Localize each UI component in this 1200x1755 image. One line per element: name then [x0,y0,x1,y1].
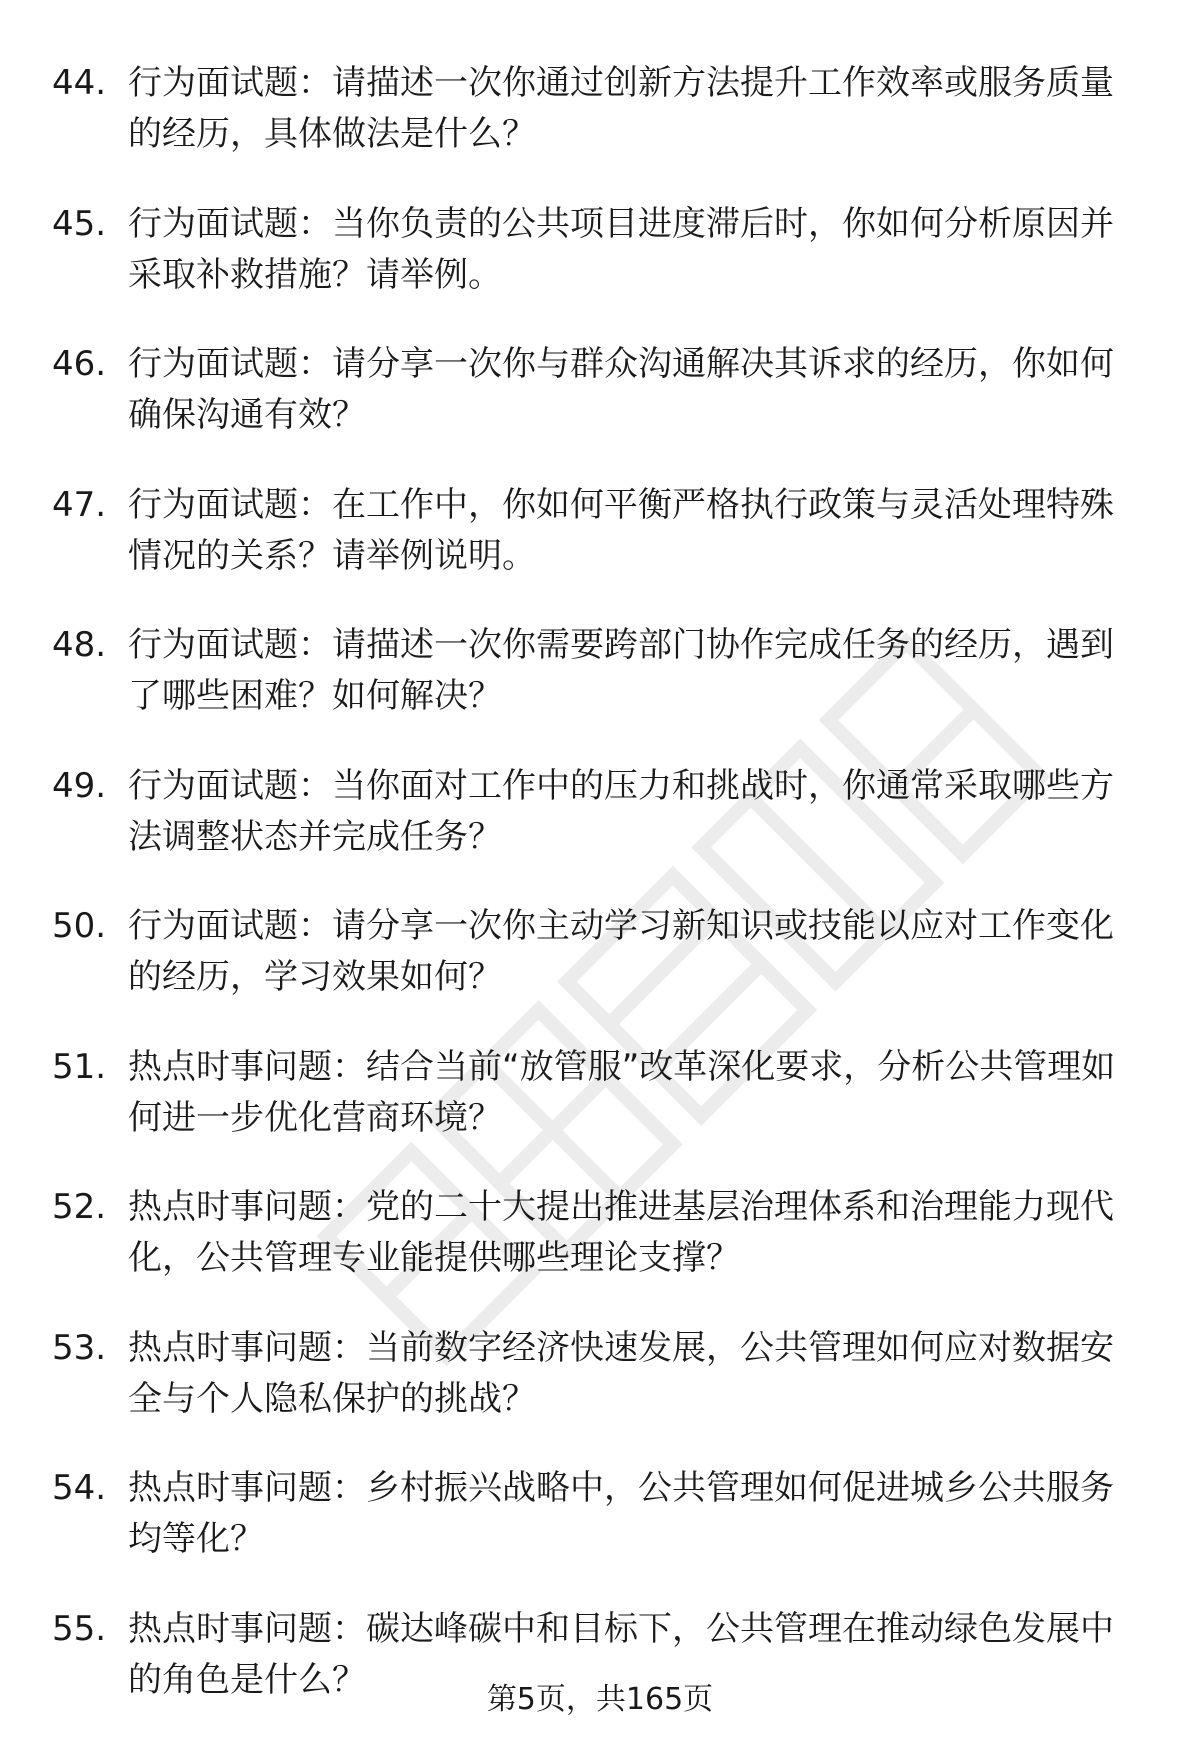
question-text: 热点时事问题：结合当前“放管服”改革深化要求，分析公共管理如何进一步优化营商环境？ [128,1046,1116,1138]
question-text: 行为面试题：当你面对工作中的压力和挑战时，你通常采取哪些方法调整状态并完成任务？ [128,765,1114,857]
question-number: 48. [52,625,107,665]
question-text: 热点时事问题：党的二十大提出推进基层治理体系和治理能力现代化，公共管理专业能提供哪些理论支撑？ [128,1187,1114,1278]
page-footer: 第5页，共165页 [486,1682,714,1717]
question-text: 热点时事问题：当前数字经济快速发展，公共管理如何应对数据安全与个人隐私保护的挑战？ [128,1327,1114,1419]
question-item [0,1323,1200,1464]
question-item [0,1182,1200,1323]
question-item [0,1604,1200,1745]
question-text: 行为面试题：请分享一次你与群众沟通解决其诉求的经历，你如何确保沟通有效？ [128,344,1114,435]
question-item [0,1463,1200,1604]
question-item [0,901,1200,1042]
question-number: 53. [52,1327,107,1368]
question-text: 行为面试题：请分享一次你主动学习新知识或技能以应对工作变化的经历，学习效果如何？ [128,906,1114,997]
question-item [0,620,1200,761]
question-item [0,339,1200,480]
question-text: 行为面试题：请描述一次你通过创新方法提升工作效率或服务质量的经历，具体做法是什么？ [128,63,1114,154]
question-item [0,1042,1200,1183]
question-item [0,480,1200,621]
question-list [0,58,1200,1744]
question-number: 45. [52,203,107,244]
question-item [0,761,1200,902]
question-number: 49. [52,765,107,806]
question-item [0,199,1200,340]
question-text: 行为面试题：在工作中，你如何平衡严格执行政策与灵活处理特殊情况的关系？请举例说明。 [128,484,1114,576]
question-number: 51. [52,1046,107,1087]
question-number: 50. [52,906,107,946]
question-number: 54. [52,1468,107,1508]
question-number: 55. [52,1608,107,1649]
question-item [0,58,1200,199]
question-number: 44. [52,63,107,103]
question-number: 47. [52,484,107,525]
question-number: 52. [52,1187,107,1227]
question-number: 46. [52,344,107,384]
question-text: 行为面试题：请描述一次你需要跨部门协作完成任务的经历，遇到了哪些困难？如何解决？ [128,625,1114,716]
question-text: 行为面试题：当你负责的公共项目进度滞后时，你如何分析原因并采取补救措施？请举例。 [128,203,1114,295]
question-text: 热点时事问题：乡村振兴战略中，公共管理如何促进城乡公共服务均等化？ [128,1468,1114,1559]
question-text: 热点时事问题：碳达峰碳中和目标下，公共管理在推动绿色发展中的角色是什么？ [128,1608,1114,1700]
